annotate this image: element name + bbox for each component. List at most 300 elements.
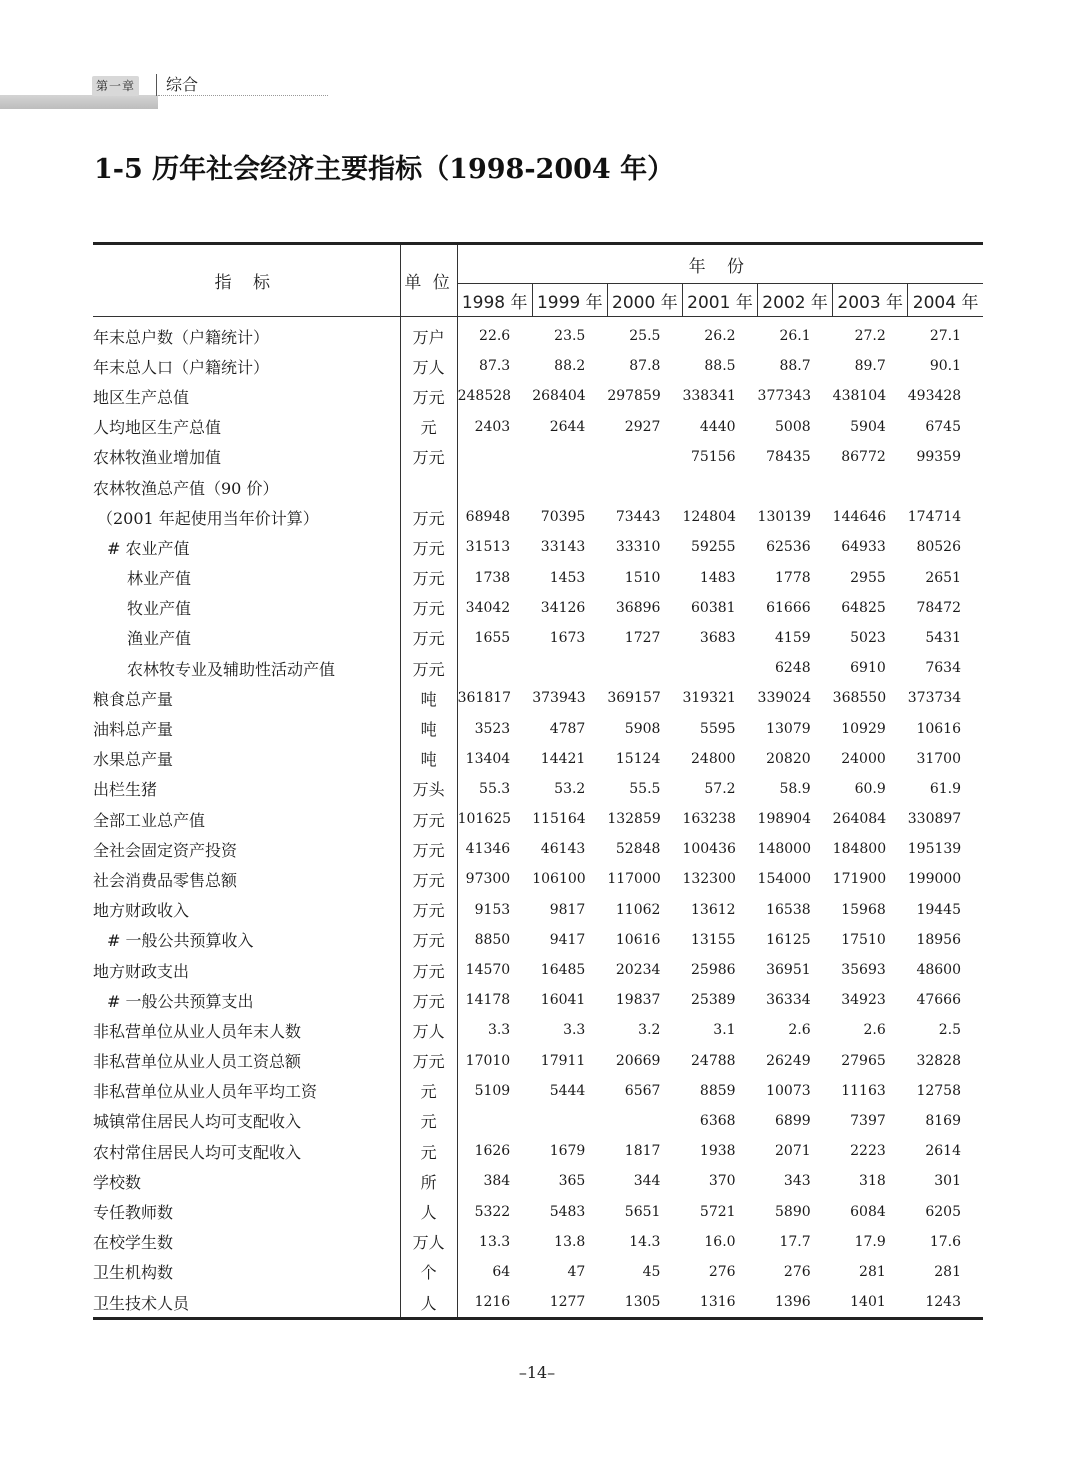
- indicator-value: 15124: [615, 750, 661, 767]
- indicator-name: 年末总人口（户籍统计）: [93, 351, 400, 381]
- header-year: 2001 年: [682, 284, 757, 317]
- indicator-value: 101625: [457, 811, 512, 828]
- indicator-value: 100436: [682, 841, 736, 858]
- indicator-value: [758, 472, 833, 502]
- table-row: [93, 804, 983, 834]
- header-year: 2002 年: [758, 284, 833, 317]
- indicator-value: 55.3: [479, 780, 511, 797]
- indicator-value: 80526: [916, 539, 961, 556]
- indicator-name: 非私营单位从业人员年末人数: [93, 1015, 400, 1045]
- indicator-value: 2.6: [863, 1022, 886, 1039]
- indicator-unit: 万元: [400, 381, 457, 411]
- indicator-value: 115164: [532, 811, 586, 828]
- indicator-unit: 人: [400, 1287, 457, 1319]
- indicator-value: 14421: [540, 750, 586, 767]
- indicator-unit: 吨: [400, 744, 457, 774]
- table-row: [93, 623, 983, 653]
- table-row: [93, 412, 983, 442]
- indicator-value: 13155: [691, 931, 736, 948]
- indicator-value: 330897: [907, 811, 962, 828]
- indicator-value: 64933: [841, 539, 886, 556]
- indicator-value: 318: [859, 1173, 886, 1190]
- table-row: [93, 502, 983, 532]
- indicator-name: # 一般公共预算支出: [93, 985, 400, 1015]
- indicator-name: 全部工业总产值: [93, 804, 400, 834]
- indicator-value: 10616: [615, 931, 661, 948]
- indicator-value: 10929: [841, 720, 886, 737]
- indicator-value: 4159: [775, 629, 811, 646]
- indicator-unit: 元: [400, 1076, 457, 1106]
- indicator-value: 33310: [615, 539, 661, 556]
- indicator-value: 3.3: [563, 1022, 586, 1039]
- indicator-value: 19837: [615, 992, 661, 1009]
- table-row: [93, 1046, 983, 1076]
- indicator-unit: 人: [400, 1196, 457, 1226]
- indicator-name: 地区生产总值: [93, 381, 400, 411]
- indicator-value: [607, 653, 682, 683]
- indicator-value: 3.2: [638, 1022, 661, 1039]
- indicator-value: [457, 442, 532, 472]
- indicator-value: 20234: [615, 962, 661, 979]
- indicator-value: 86772: [841, 448, 886, 465]
- indicator-name: 学校数: [93, 1166, 400, 1196]
- indicator-value: 369157: [607, 690, 661, 707]
- indicator-name: 水果总产量: [93, 744, 400, 774]
- indicator-unit: 万元: [400, 895, 457, 925]
- indicator-value: [682, 653, 757, 683]
- indicator-unit: 万人: [400, 351, 457, 381]
- indicator-value: 75156: [691, 448, 736, 465]
- indicator-value: 8859: [699, 1082, 736, 1099]
- indicator-value: 1510: [624, 569, 661, 586]
- indicator-value: 61666: [766, 599, 811, 616]
- header-year: 1998 年: [457, 284, 532, 317]
- indicator-value: [607, 1106, 682, 1136]
- page-title: 1-5 历年社会经济主要指标（1998-2004 年）: [94, 154, 675, 185]
- indicator-value: [532, 653, 607, 683]
- indicator-value: 3.3: [487, 1022, 511, 1039]
- indicator-value: 53.2: [554, 780, 586, 797]
- indicator-value: 25.5: [629, 328, 661, 345]
- indicator-value: 14570: [465, 962, 511, 979]
- indicator-value: 1243: [925, 1294, 961, 1311]
- indicator-unit: 万元: [400, 563, 457, 593]
- indicator-value: 1483: [699, 569, 736, 586]
- indicator-value: 6368: [699, 1112, 736, 1129]
- indicator-value: 132859: [607, 811, 661, 828]
- indicator-value: 64825: [841, 599, 886, 616]
- indicator-value: 17510: [841, 931, 886, 948]
- indicator-value: 5904: [850, 418, 886, 435]
- indicator-value: 5008: [775, 418, 811, 435]
- indicator-value: 1727: [624, 629, 661, 646]
- indicator-unit: 元: [400, 1136, 457, 1166]
- indicator-value: 88.5: [704, 358, 736, 375]
- indicator-name: 年末总户数（户籍统计）: [93, 317, 400, 352]
- indicator-value: 5483: [549, 1203, 586, 1220]
- indicator-name: 非私营单位从业人员工资总额: [93, 1046, 400, 1076]
- table-row: [93, 955, 983, 985]
- indicator-value: 1316: [699, 1294, 736, 1311]
- indicator-value: 6910: [850, 660, 886, 677]
- indicator-name: 渔业产值: [93, 623, 400, 653]
- indicator-unit: 万户: [400, 317, 457, 352]
- indicator-name: 农林牧专业及辅助性活动产值: [93, 653, 400, 683]
- indicator-name: 专任教师数: [93, 1196, 400, 1226]
- indicator-value: 2.6: [788, 1022, 811, 1039]
- indicator-value: 1655: [474, 629, 511, 646]
- indicator-value: 24788: [691, 1052, 736, 1069]
- indicator-value: 16538: [766, 901, 811, 918]
- header-unit: 单 位: [400, 244, 457, 317]
- indicator-value: 99359: [916, 448, 961, 465]
- indicator-unit: 元: [400, 1106, 457, 1136]
- indicator-value: 90.1: [929, 358, 961, 375]
- indicator-name: 全社会固定资产投资: [93, 834, 400, 864]
- indicator-value: [833, 472, 908, 502]
- indicator-unit: 元: [400, 412, 457, 442]
- indicator-name: 社会消费品零售总额: [93, 864, 400, 894]
- indicator-value: 78435: [766, 448, 811, 465]
- table-row: [93, 1287, 983, 1319]
- indicator-value: 47666: [916, 992, 961, 1009]
- table-row: [93, 1076, 983, 1106]
- indicator-name: # 一般公共预算收入: [93, 925, 400, 955]
- indicator-value: 68948: [465, 509, 511, 526]
- indicator-name: 林业产值: [93, 563, 400, 593]
- indicator-value: 87.8: [629, 358, 661, 375]
- header-year: 2004 年: [908, 284, 983, 317]
- indicator-value: 368550: [832, 690, 887, 707]
- indicator-value: 5109: [474, 1082, 511, 1099]
- header-indicator: 指 标: [93, 244, 400, 317]
- indicator-value: 14.3: [629, 1233, 661, 1250]
- indicator-value: 17.7: [779, 1233, 811, 1250]
- indicator-value: 27965: [841, 1052, 886, 1069]
- indicator-value: 5721: [699, 1203, 736, 1220]
- indicator-value: 60.9: [854, 780, 886, 797]
- indicator-value: 361817: [457, 690, 512, 707]
- indicator-value: 20820: [766, 750, 811, 767]
- indicator-value: 2403: [474, 418, 511, 435]
- chapter-separator: [156, 74, 157, 96]
- indicator-value: 19445: [916, 901, 961, 918]
- table-row: [93, 1136, 983, 1166]
- table-row: [93, 653, 983, 683]
- indicator-value: 15968: [841, 901, 886, 918]
- indicator-value: 1401: [850, 1294, 886, 1311]
- indicator-value: 36951: [766, 962, 811, 979]
- indicator-value: 1738: [474, 569, 511, 586]
- indicator-unit: 万元: [400, 502, 457, 532]
- indicator-value: 97300: [465, 871, 511, 888]
- indicator-unit: 万元: [400, 804, 457, 834]
- indicator-value: 7634: [925, 660, 961, 677]
- page-number: –14–: [518, 1363, 556, 1382]
- indicator-value: 163238: [682, 811, 736, 828]
- indicator-value: 9417: [549, 931, 586, 948]
- table-row: [93, 472, 983, 502]
- indicator-name: 卫生技术人员: [93, 1287, 400, 1319]
- table-row: [93, 744, 983, 774]
- indicator-value: 144646: [832, 509, 887, 526]
- header-year-group: 年 份: [457, 244, 983, 284]
- indicator-value: 132300: [682, 871, 736, 888]
- indicator-name: 出栏生猪: [93, 774, 400, 804]
- indicator-value: 17010: [465, 1052, 511, 1069]
- table-row: [93, 1196, 983, 1226]
- indicator-value: 8169: [925, 1112, 961, 1129]
- header-year: 1999 年: [532, 284, 607, 317]
- indicator-value: 248528: [457, 388, 512, 405]
- indicator-value: [457, 472, 532, 502]
- indicator-unit: 万元: [400, 925, 457, 955]
- indicator-value: 9153: [474, 901, 511, 918]
- indicator-value: 264084: [832, 811, 887, 828]
- indicator-value: 370: [708, 1173, 736, 1190]
- indicator-value: 36334: [766, 992, 811, 1009]
- table-row: [93, 985, 983, 1015]
- indicator-value: 344: [633, 1173, 661, 1190]
- indicator-value: 6084: [850, 1203, 886, 1220]
- indicator-name: # 农业产值: [93, 532, 400, 562]
- indicator-value: 5651: [624, 1203, 661, 1220]
- indicator-value: 124804: [682, 509, 736, 526]
- header-year: 2003 年: [833, 284, 908, 317]
- indicator-value: 17.9: [854, 1233, 886, 1250]
- indicator-value: 5431: [925, 629, 961, 646]
- indicator-value: 343: [783, 1173, 811, 1190]
- header-year: 2000 年: [607, 284, 682, 317]
- indicator-value: 1679: [549, 1143, 586, 1160]
- indicator-value: 199000: [907, 871, 962, 888]
- indicator-value: 60381: [691, 599, 736, 616]
- indicator-value: 55.5: [629, 780, 661, 797]
- indicator-value: 46143: [540, 841, 586, 858]
- indicator-value: 319321: [682, 690, 736, 707]
- indicator-value: 174714: [907, 509, 962, 526]
- indicator-value: 34126: [540, 599, 586, 616]
- indicator-value: 5322: [474, 1203, 511, 1220]
- indicator-value: 59255: [691, 539, 736, 556]
- indicator-value: 2644: [549, 418, 586, 435]
- indicator-value: 33143: [540, 539, 586, 556]
- indicator-value: 61.9: [929, 780, 961, 797]
- indicator-value: 13.8: [554, 1233, 586, 1250]
- indicator-value: 3523: [474, 720, 511, 737]
- indicator-value: 5890: [775, 1203, 811, 1220]
- table-row: [93, 442, 983, 472]
- indicator-value: 106100: [532, 871, 586, 888]
- indicator-value: 281: [934, 1263, 961, 1280]
- indicator-value: 4440: [699, 418, 736, 435]
- indicator-value: 2223: [850, 1143, 886, 1160]
- table-row: [93, 895, 983, 925]
- indicator-value: [607, 472, 682, 502]
- indicator-value: 154000: [757, 871, 811, 888]
- indicator-name: 牧业产值: [93, 593, 400, 623]
- indicator-value: 5023: [850, 629, 886, 646]
- table-row: [93, 1015, 983, 1045]
- indicator-value: 6205: [925, 1203, 961, 1220]
- indicator-value: 2955: [850, 569, 886, 586]
- indicator-unit: 万人: [400, 1227, 457, 1257]
- indicator-value: 7397: [850, 1112, 886, 1129]
- indicator-value: 338341: [682, 388, 736, 405]
- indicator-value: 6248: [775, 660, 811, 677]
- indicator-value: 32828: [916, 1052, 961, 1069]
- indicator-value: [532, 472, 607, 502]
- indicator-unit: 万元: [400, 1046, 457, 1076]
- indicator-name: （2001 年起使用当年价计算）: [93, 502, 400, 532]
- table-row: [93, 317, 983, 352]
- indicator-value: 276: [708, 1263, 736, 1280]
- indicator-value: 48600: [916, 962, 961, 979]
- indicator-value: 493428: [907, 388, 962, 405]
- indicator-value: 17.6: [929, 1233, 961, 1250]
- table-row: [93, 834, 983, 864]
- indicator-value: 57.2: [704, 780, 736, 797]
- indicator-value: 22.6: [479, 328, 511, 345]
- indicator-value: 384: [483, 1173, 511, 1190]
- indicator-value: 34042: [465, 599, 511, 616]
- indicator-value: [532, 1106, 607, 1136]
- indicator-value: 20669: [615, 1052, 661, 1069]
- indicator-value: [607, 442, 682, 472]
- indicator-value: 31700: [916, 750, 961, 767]
- indicator-value: 6899: [775, 1112, 811, 1129]
- indicator-value: 268404: [532, 388, 586, 405]
- indicator-value: [457, 1106, 532, 1136]
- indicator-value: 58.9: [779, 780, 811, 797]
- indicator-value: 1216: [474, 1294, 511, 1311]
- indicator-value: 23.5: [554, 328, 586, 345]
- indicator-value: 10616: [916, 720, 961, 737]
- indicator-value: 88.7: [779, 358, 811, 375]
- indicator-value: 41346: [465, 841, 511, 858]
- indicator-value: [682, 472, 757, 502]
- indicator-value: 2071: [775, 1143, 811, 1160]
- indicator-value: 25986: [691, 962, 736, 979]
- indicator-value: 73443: [615, 509, 661, 526]
- indicator-value: 26.2: [704, 328, 736, 345]
- indicator-value: 13612: [691, 901, 736, 918]
- indicator-value: 339024: [757, 690, 811, 707]
- indicator-value: 373943: [532, 690, 586, 707]
- indicator-value: 117000: [607, 871, 661, 888]
- indicator-value: [908, 472, 983, 502]
- indicator-value: 195139: [907, 841, 962, 858]
- indicator-value: 297859: [607, 388, 661, 405]
- table-row: [93, 1106, 983, 1136]
- indicator-value: 45: [642, 1263, 661, 1280]
- table-row: [93, 683, 983, 713]
- indicator-value: 70395: [540, 509, 586, 526]
- indicator-value: 148000: [757, 841, 811, 858]
- indicator-unit: 万头: [400, 774, 457, 804]
- indicator-value: 34923: [841, 992, 886, 1009]
- indicator-name: 农林牧渔业增加值: [93, 442, 400, 472]
- indicator-value: 87.3: [479, 358, 511, 375]
- indicator-value: 2651: [925, 569, 961, 586]
- table-row: [93, 563, 983, 593]
- indicator-value: 5595: [699, 720, 736, 737]
- indicator-name: 人均地区生产总值: [93, 412, 400, 442]
- indicator-value: 10073: [766, 1082, 811, 1099]
- indicator-value: 11062: [615, 901, 661, 918]
- indicator-value: 88.2: [554, 358, 586, 375]
- indicator-value: 25389: [691, 992, 736, 1009]
- indicator-name: 非私营单位从业人员年平均工资: [93, 1076, 400, 1106]
- indicator-value: 64: [492, 1263, 511, 1280]
- indicator-value: 14178: [465, 992, 511, 1009]
- indicator-value: 24800: [691, 750, 736, 767]
- indicator-unit: 万元: [400, 864, 457, 894]
- indicator-value: 89.7: [854, 358, 886, 375]
- indicator-value: 1778: [775, 569, 811, 586]
- indicator-value: 373734: [907, 690, 962, 707]
- header-bar: [0, 95, 158, 109]
- indicator-value: 24000: [841, 750, 886, 767]
- indicator-unit: 个: [400, 1257, 457, 1287]
- indicator-value: 12758: [916, 1082, 961, 1099]
- table-row: [93, 1227, 983, 1257]
- indicator-name: 农村常住居民人均可支配收入: [93, 1136, 400, 1166]
- indicator-value: 17911: [540, 1052, 586, 1069]
- indicator-name: 粮食总产量: [93, 683, 400, 713]
- indicator-value: 1305: [624, 1294, 661, 1311]
- indicator-value: 2927: [624, 418, 661, 435]
- indicator-name: 在校学生数: [93, 1227, 400, 1257]
- indicator-name: 农林牧渔总产值（90 价）: [93, 472, 400, 502]
- indicator-unit: 万元: [400, 653, 457, 683]
- table-row: [93, 925, 983, 955]
- table-row: [93, 713, 983, 743]
- indicator-name: 城镇常住居民人均可支配收入: [93, 1106, 400, 1136]
- indicator-unit: 万元: [400, 442, 457, 472]
- indicator-value: 130139: [757, 509, 811, 526]
- indicator-unit: 万人: [400, 1015, 457, 1045]
- indicator-value: 377343: [757, 388, 811, 405]
- indicator-value: 35693: [841, 962, 886, 979]
- indicator-value: 6745: [925, 418, 961, 435]
- indicator-value: 4787: [549, 720, 586, 737]
- indicator-value: 47: [567, 1263, 586, 1280]
- table-body: [93, 317, 983, 1319]
- table-row: [93, 351, 983, 381]
- indicator-unit: 万元: [400, 955, 457, 985]
- indicator-value: 11163: [841, 1082, 886, 1099]
- indicator-unit: 万元: [400, 834, 457, 864]
- indicator-value: 6567: [624, 1082, 661, 1099]
- indicator-value: 365: [558, 1173, 586, 1190]
- indicator-value: 9817: [549, 901, 586, 918]
- indicator-unit: 万元: [400, 985, 457, 1015]
- indicator-value: 18956: [916, 931, 961, 948]
- indicator-value: 171900: [832, 871, 887, 888]
- indicator-value: 31513: [465, 539, 511, 556]
- indicator-value: 1626: [474, 1143, 511, 1160]
- indicator-value: 184800: [832, 841, 887, 858]
- chapter-name: 综合: [166, 75, 199, 94]
- indicator-value: 3.1: [713, 1022, 736, 1039]
- indicator-value: 13.3: [479, 1233, 511, 1250]
- indicator-unit: 所: [400, 1166, 457, 1196]
- indicator-value: 16125: [766, 931, 811, 948]
- table-row: [93, 381, 983, 411]
- indicator-unit: 吨: [400, 683, 457, 713]
- indicator-value: [457, 653, 532, 683]
